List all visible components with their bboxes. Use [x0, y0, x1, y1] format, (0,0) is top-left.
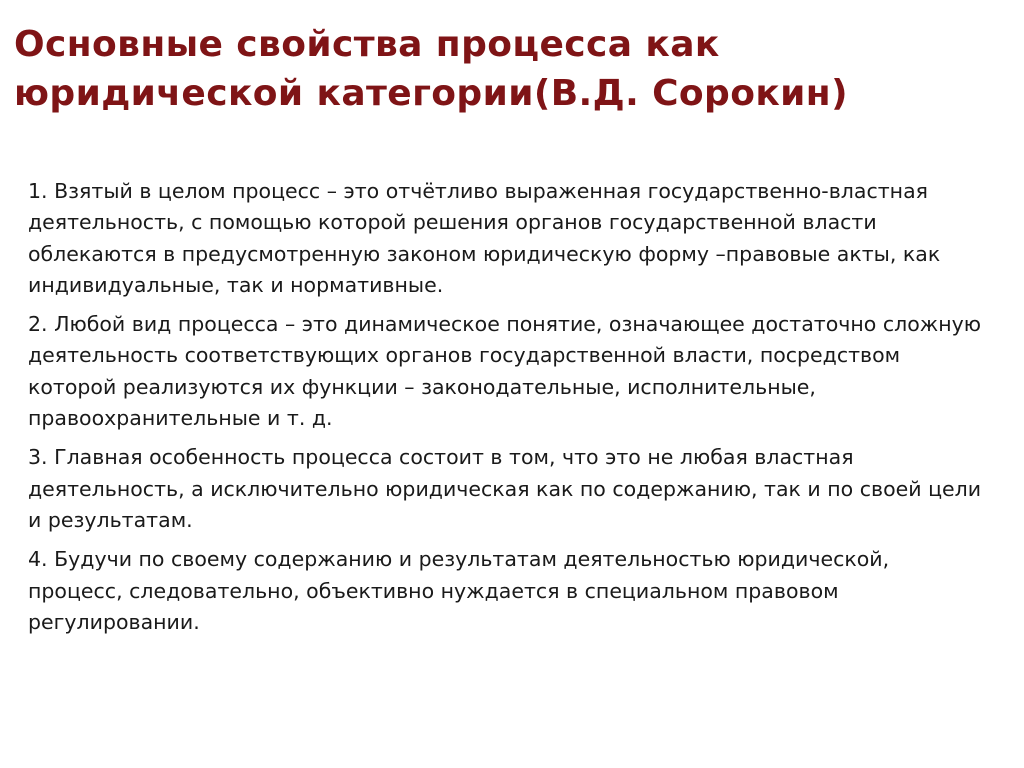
paragraph-1: 1. Взятый в целом процесс – это отчётливо выраженная государственно-властная деятельность, с помощью которой решения органов государственной власти облекаются в предусмотренную законом юридическую форму –правовые акты, как индивидуальные, так и нормативные.: [28, 179, 941, 297]
paragraph-4: 4. Будучи по своему содержанию и результатам деятельностью юридической, процесс, следовательно, объективно нуждается в специальном правовом регулировании.: [28, 547, 890, 634]
slide-body: [28, 176, 988, 646]
paragraph-3: 3. Главная особенность процесса состоит в том, что это не любая властная деятельность, а исключительно юридическая как по содержанию, так и по своей цели и результатам.: [28, 445, 982, 532]
slide-title: Основные свойства процесса как юридической категории(В.Д. Сорокин): [14, 24, 848, 114]
paragraph-2: 2. Любой вид процесса – это динамическое понятие, означающее достаточно сложную деятельность соответствующих органов государственной власти, посредством которой реализуются их функции – законодательные, исполнительные, правоохранительные и т. д.: [28, 312, 982, 431]
